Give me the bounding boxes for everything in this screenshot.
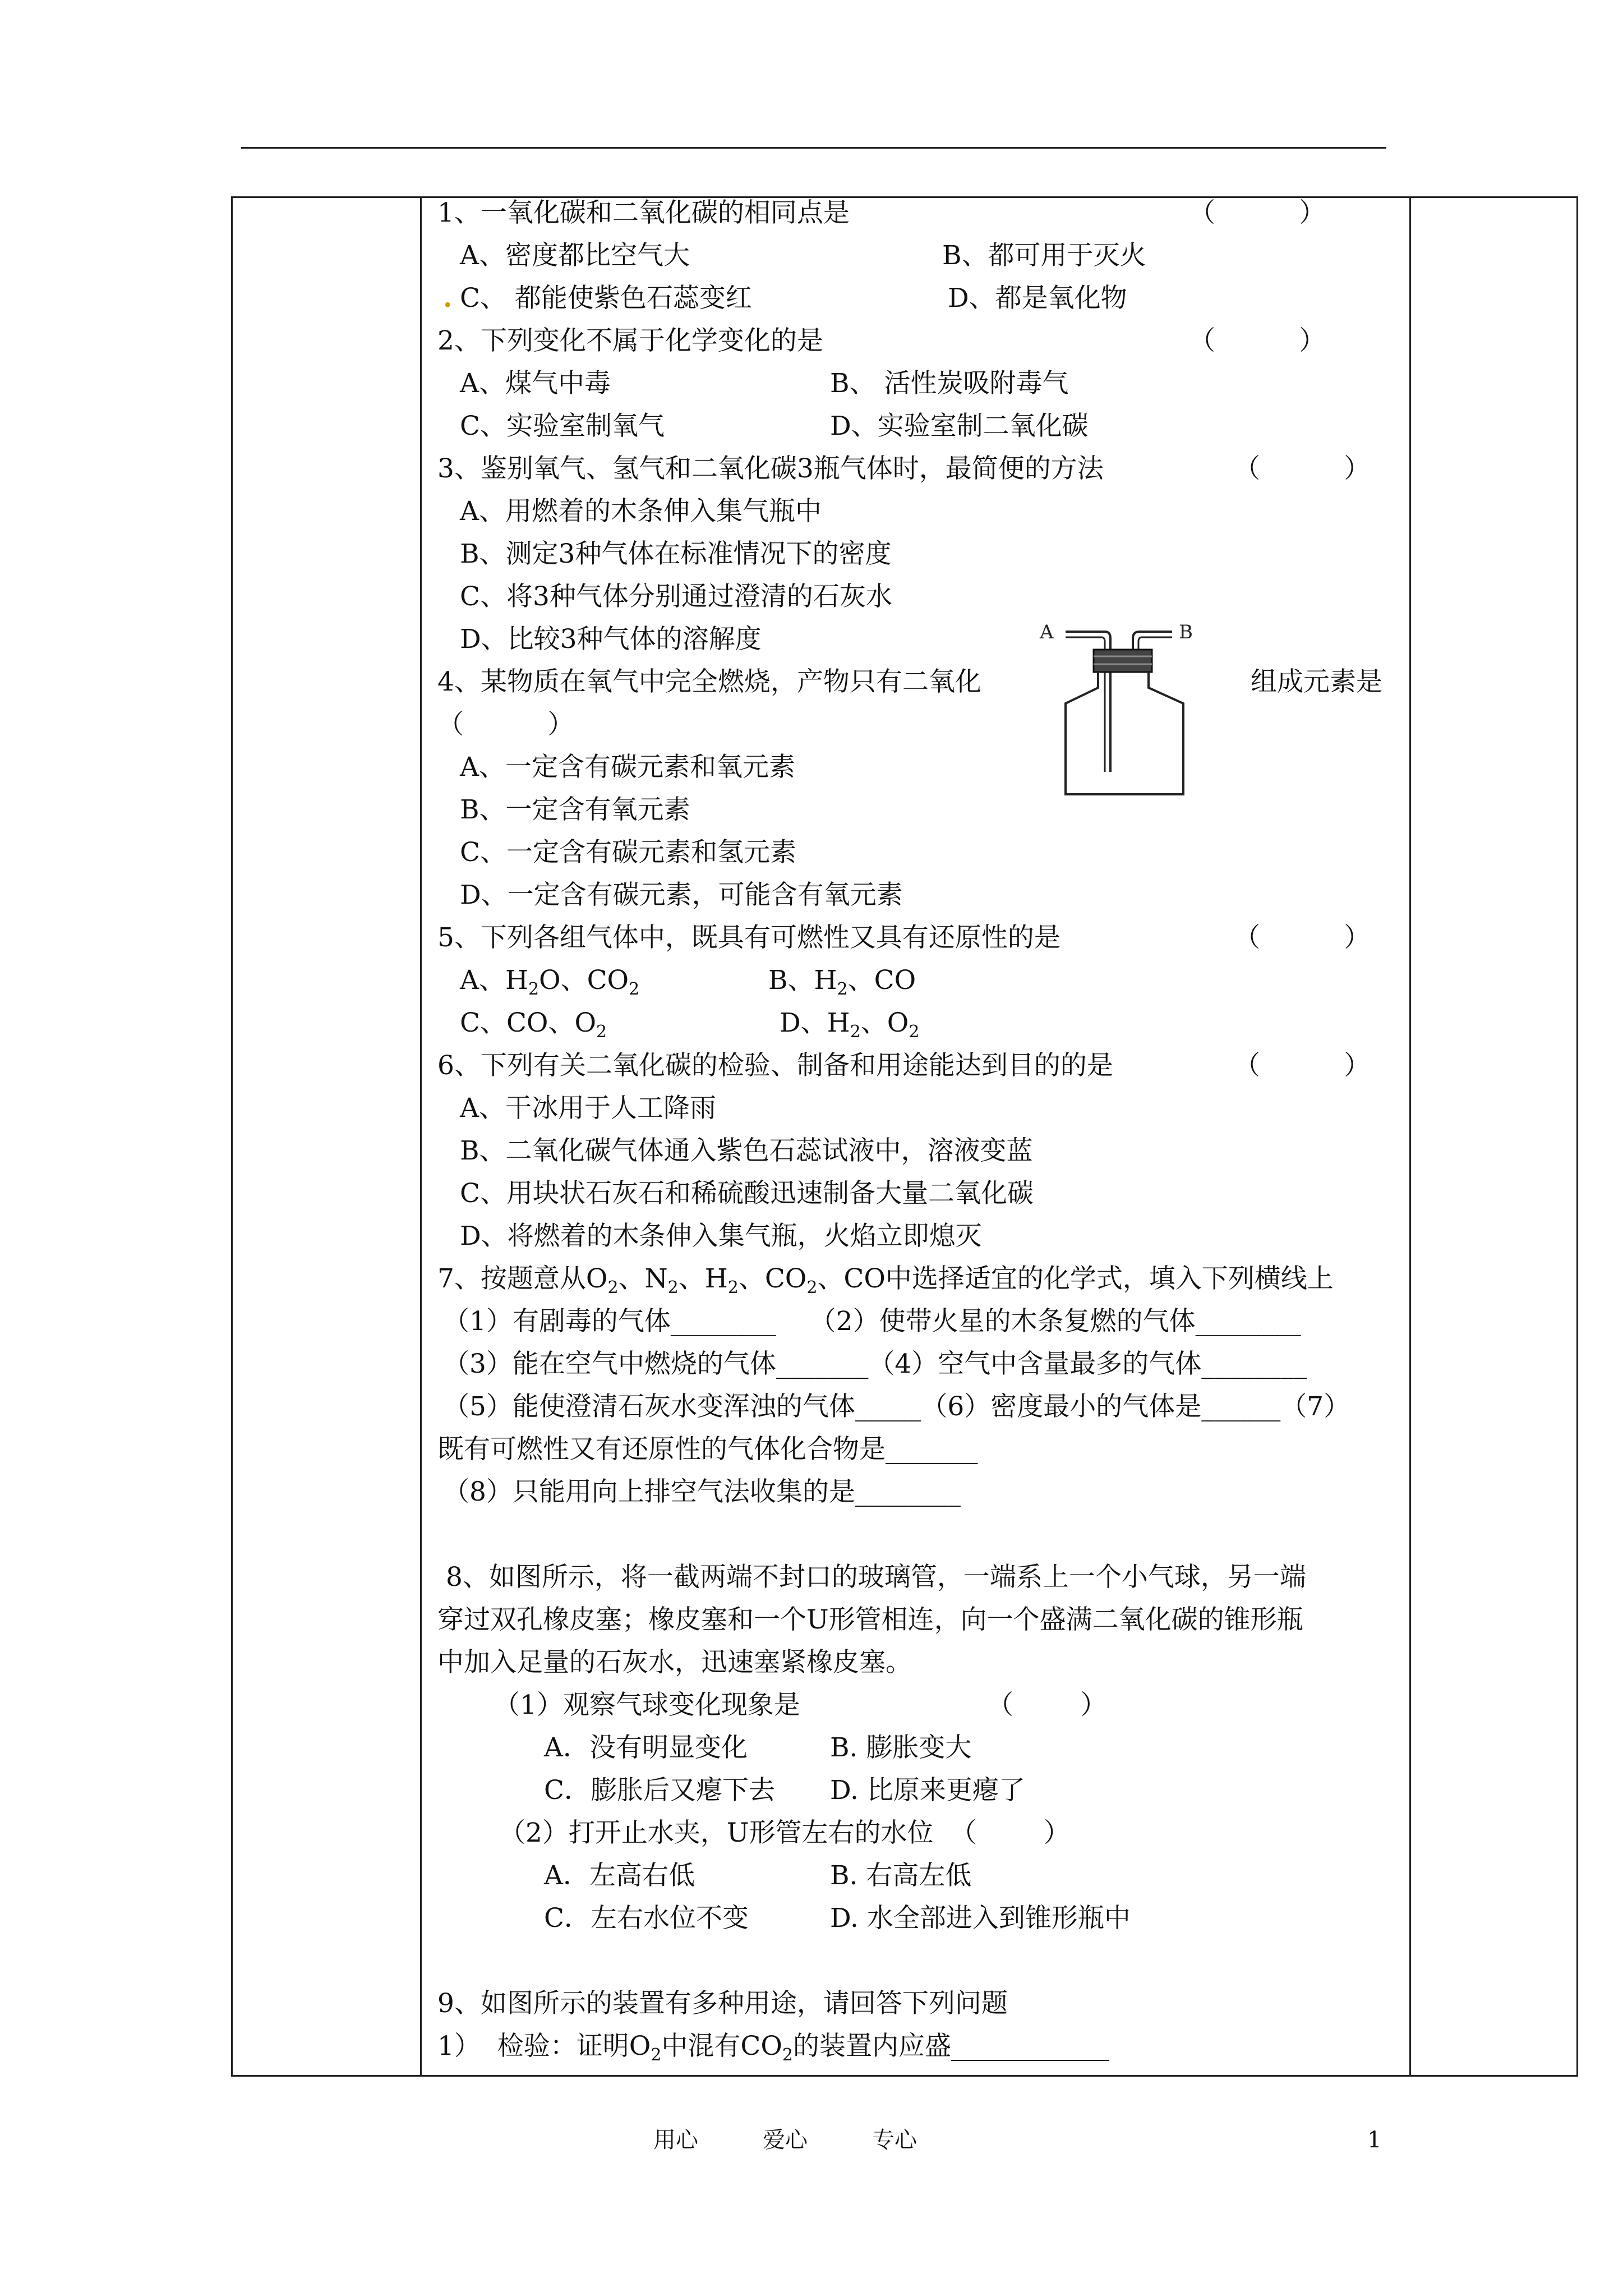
q8-sub2-option-a: A．左高右低 bbox=[544, 1860, 695, 1891]
q7-line-1: （1）有剧毒的气体________ （2）使带火星的木条复燃的气体________ bbox=[443, 1306, 1301, 1337]
gas-bottle-figure bbox=[1032, 609, 1245, 800]
q8-sub2-stem: （2）打开止水夹，U形管左右的水位 （ ） bbox=[499, 1818, 1070, 1848]
q5-option-d: D、$H_2$、$O_2$ bbox=[780, 1007, 920, 1042]
q7-stem: 7、按题意从$O_2$、$N_2$、$H_2$、$CO_2$、CO中选择适宜的化学式，填入下列横线上 bbox=[437, 1263, 1334, 1297]
q8-sub1-stem: （1）观察气球变化现象是 bbox=[494, 1690, 800, 1720]
q7-line-5: （8）只能用向上排空气法收集的是________ bbox=[443, 1476, 961, 1507]
q2-stem: 2、下列变化不属于化学变化的是 bbox=[437, 325, 823, 356]
q3-option-b: B、测定3种气体在标准情况下的密度 bbox=[460, 539, 892, 569]
q6-option-c: C、用块状石灰石和稀硫酸迅速制备大量二氧化碳 bbox=[460, 1178, 1034, 1209]
q2-answer-paren: （ ） bbox=[1189, 325, 1326, 356]
q5-answer-paren: （ ） bbox=[1234, 922, 1371, 953]
q1-option-b: B、都可用于灭火 bbox=[942, 240, 1146, 271]
q8-sub2-option-c: C．左右水位不变 bbox=[544, 1903, 749, 1934]
q8-sub1-option-b: B. 膨胀变大 bbox=[830, 1732, 972, 1763]
q2-option-c: C、实验室制氧气 bbox=[460, 411, 665, 441]
page-number: 1 bbox=[1367, 2127, 1382, 2153]
q1-option-c: C、 都能使紫色石蕊变红 bbox=[460, 283, 752, 314]
q6-answer-paren: （ ） bbox=[1234, 1050, 1371, 1081]
q6-stem: 6、下列有关二氧化碳的检验、制备和用途能达到目的的是 bbox=[437, 1050, 1113, 1081]
q9-stem: 9、如图所示的装置有多种用途，请回答下列问题 bbox=[437, 1988, 1008, 2019]
q8-line-2: 穿过双孔橡皮塞；橡皮塞和一个U形管相连，向一个盛满二氧化碳的锥形瓶 bbox=[437, 1604, 1303, 1635]
footer-motto-3: 专心 bbox=[872, 2127, 917, 2153]
q3-answer-paren: （ ） bbox=[1234, 453, 1371, 484]
gas-bottle-diagram bbox=[1032, 609, 1245, 800]
table-divider-right bbox=[1409, 198, 1411, 2075]
q8-sub2-option-b: B. 右高左低 bbox=[830, 1860, 972, 1891]
q8-sub1-option-a: A．没有明显变化 bbox=[544, 1732, 748, 1763]
header-rule bbox=[241, 147, 1386, 149]
q7-line-4: 既有可燃性又有还原性的气体化合物是_______ bbox=[437, 1434, 978, 1465]
q8-sub2-option-d: D. 水全部进入到锥形瓶中 bbox=[830, 1903, 1131, 1934]
q1-answer-paren: （ ） bbox=[1189, 197, 1326, 228]
q8-sub1-paren: （ ） bbox=[987, 1690, 1107, 1720]
q8-sub1-option-d: D. 比原来更瘪了 bbox=[830, 1775, 1025, 1806]
q4-option-d: D、一定含有碳元素，可能含有氧元素 bbox=[460, 880, 903, 910]
q4-option-c: C、一定含有碳元素和氢元素 bbox=[460, 837, 796, 868]
q3-option-a: A、用燃着的木条伸入集气瓶中 bbox=[460, 496, 822, 527]
q2-option-b: B、 活性炭吸附毒气 bbox=[830, 368, 1069, 399]
q1-option-a: A、密度都比空气大 bbox=[460, 240, 690, 271]
q1-option-c-marker: . bbox=[443, 283, 453, 314]
q5-option-a: A、$H_2O$、$CO_2$ bbox=[460, 965, 640, 999]
tube-label-b: B bbox=[1179, 621, 1193, 643]
table-divider-left bbox=[420, 198, 422, 2075]
q5-option-c: C、CO、$O_2$ bbox=[460, 1007, 607, 1042]
q2-option-d: D、实验室制二氧化碳 bbox=[830, 411, 1089, 441]
q6-option-a: A、干冰用于人工降雨 bbox=[460, 1093, 716, 1124]
q9-line-1: 1） 检验：证明$O_2$中混有$CO_2$的装置内应盛____________ bbox=[437, 2031, 1110, 2065]
q4-answer-paren: （ ） bbox=[437, 709, 574, 740]
q7-line-2: （3）能在空气中燃烧的气体_______（4）空气中含量最多的气体________ bbox=[443, 1349, 1307, 1379]
q6-option-d: D、将燃着的木条伸入集气瓶，火焰立即熄灭 bbox=[460, 1221, 982, 1251]
tube-label-a: A bbox=[1040, 621, 1054, 643]
q7-line-3: （5）能使澄清石灰水变浑浊的气体_____（6）密度最小的气体是______（7） bbox=[443, 1391, 1350, 1422]
q8-line-1: 8、如图所示，将一截两端不封口的玻璃管，一端系上一个小气球，另一端 bbox=[437, 1562, 1306, 1593]
q6-option-b: B、二氧化碳气体通入紫色石蕊试液中，溶液变蓝 bbox=[460, 1135, 1033, 1166]
q3-stem: 3、鉴别氧气、氢气和二氧化碳3瓶气体时，最简便的方法 bbox=[437, 453, 1104, 484]
q8-sub1-option-c: C．膨胀后又瘪下去 bbox=[544, 1775, 775, 1806]
q1-option-d: D、都是氧化物 bbox=[948, 283, 1127, 314]
q3-option-c: C、将3种气体分别通过澄清的石灰水 bbox=[460, 581, 892, 612]
footer-motto-2: 爱心 bbox=[763, 2127, 808, 2153]
q5-option-b: B、$H_2$、CO bbox=[768, 965, 916, 999]
q4-option-b: B、一定含有氧元素 bbox=[460, 794, 690, 825]
footer-motto-1: 用心 bbox=[653, 2127, 698, 2153]
q2-option-a: A、煤气中毒 bbox=[460, 368, 611, 399]
q8-line-3: 中加入足量的石灰水，迅速塞紧橡皮塞。 bbox=[437, 1647, 912, 1678]
q3-option-d: D、比较3种气体的溶解度 bbox=[460, 624, 762, 655]
q1-stem: 1、一氧化碳和二氧化碳的相同点是 bbox=[437, 197, 850, 228]
q4-option-a: A、一定含有碳元素和氧元素 bbox=[460, 752, 795, 783]
q4-stem-right: 组成元素是 bbox=[1251, 666, 1382, 697]
q5-stem: 5、下列各组气体中，既具有可燃性又具有还原性的是 bbox=[437, 922, 1061, 953]
q4-stem-left: 4、某物质在氧气中完全燃烧，产物只有二氧化 bbox=[437, 666, 981, 697]
